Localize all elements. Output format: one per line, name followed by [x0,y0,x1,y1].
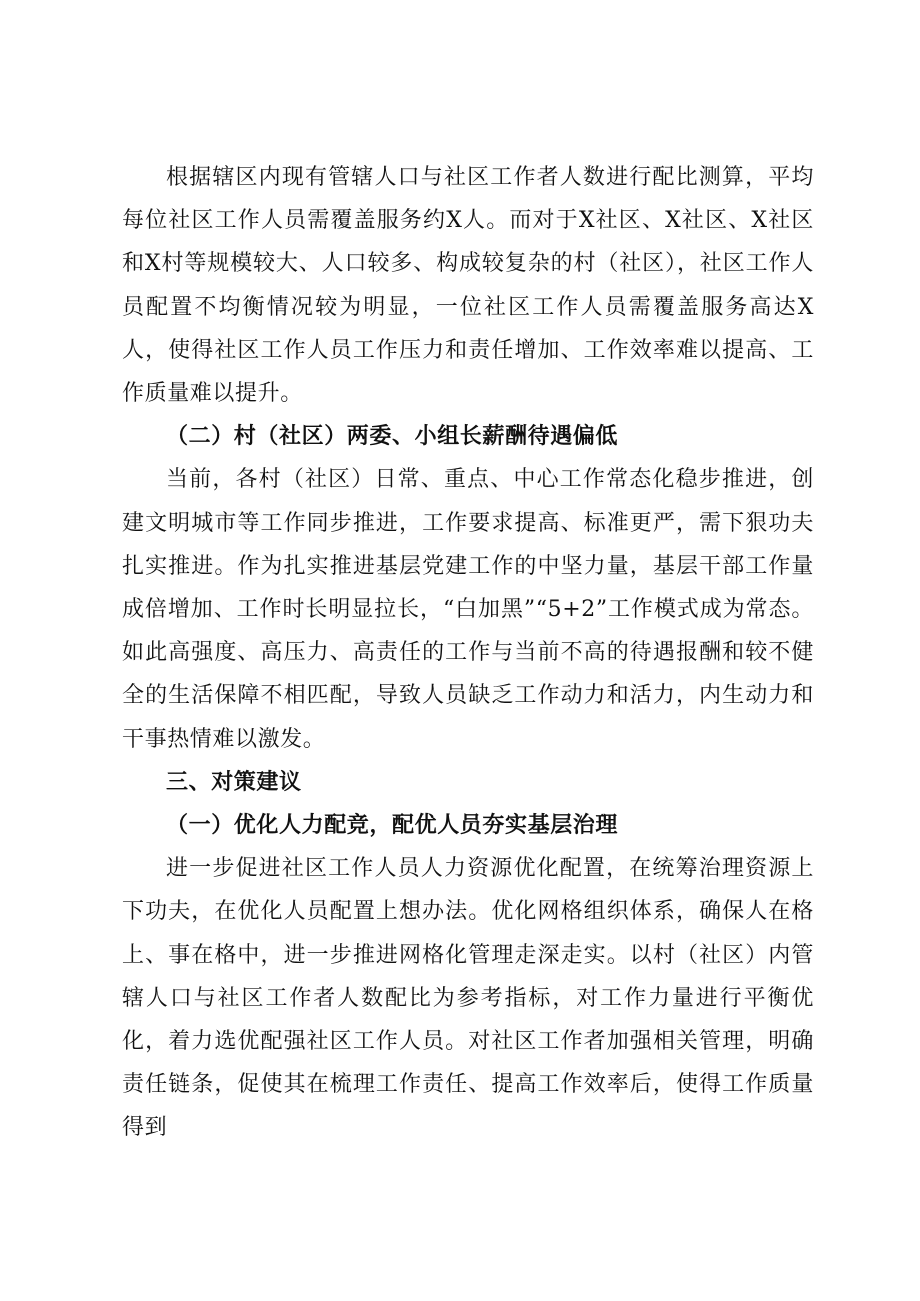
paragraph-workload: 当前，各村（社区）日常、重点、中心工作常态化稳步推进，创建文明城市等工作同步推进，工作要求提高、标准更严，需下狠功夫扎实推进。作为扎实推进基层党建工作的中坚力量，基层干部工作量成倍增加、工作时长明显拉长，“白加黑”“5+2”工作模式成为常态。如此高强度、高压力、高责任的工作与当前不高的待遇报酬和较不健全的生活保障不相匹配，导致人员缺乏工作动力和活力，内生动力和干事热情难以激发。 [122,467,814,752]
heading-low-salary: （二）村（社区）两委、小组长薪酬待遇偏低 [166,423,619,450]
heading-optimize-staffing: （一）优化人力配竞，配优人员夯实基层治理 [166,812,619,839]
paragraph-staff-ratio: 根据辖区内现有管辖人口与社区工作者人数进行配比测算，平均每位社区工作人员需覆盖服务约X人。而对于X社区、X社区、X社区和X村等规模较大、人口较多、构成较复杂的村（社区），社区工作人员配置不均衡情况较为明显，一位社区工作人员需覆盖服务高达X人，使得社区工作人员工作压力和责任增加、工作效率难以提高、工作质量难以提升。 [122,165,814,407]
heading-countermeasures: 三、对策建议 [166,768,302,795]
paragraph-optimize-staffing: 进一步促进社区工作人员人力资源优化配置，在统筹治理资源上下功夫，在优化人员配置上想办法。优化网格组织体系，确保人在格上、事在格中，进一步推进网格化管理走深走实。以村（社区）内管辖人口与社区工作者人数配比为参考指标，对工作力量进行平衡优化，着力选优配强社区工作人员。对社区工作者加强相关管理，明确责任链条，促使其在梳理工作责任、提高工作效率后，使得工作质量得到 [122,856,814,1141]
document-body [122,156,814,1150]
